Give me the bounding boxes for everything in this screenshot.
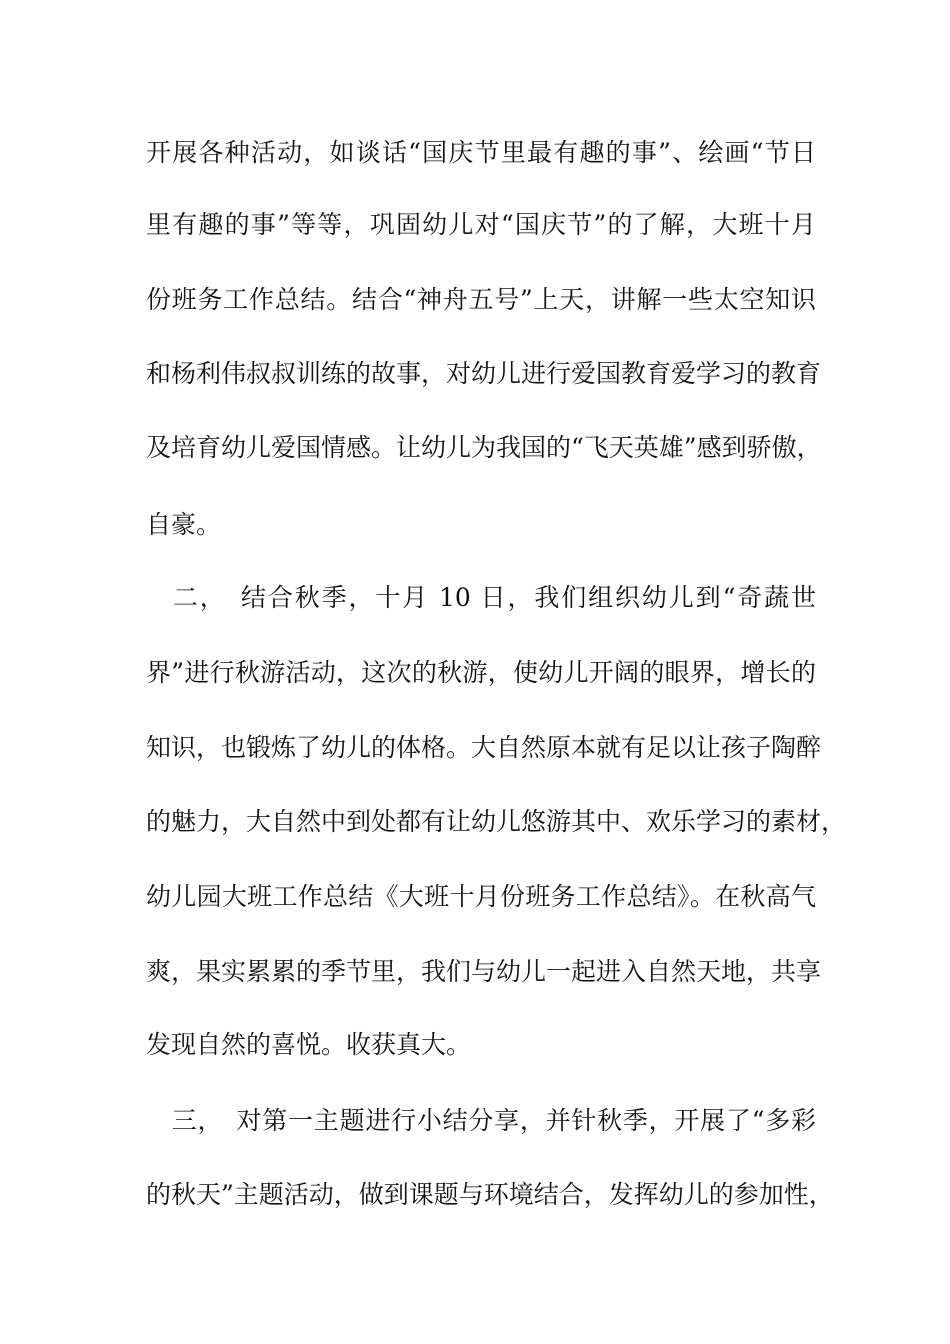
text-line: 爽，果实累累的季节里，我们与幼儿一起进入自然天地，共享 bbox=[146, 957, 822, 986]
text-line: 二， 结合秋季，十月 10 日，我们组织幼儿到“奇蔬世 bbox=[146, 583, 816, 612]
text-line: 自豪。 bbox=[146, 510, 222, 539]
text-line: 及培育幼儿爱国情感。让幼儿为我国的“飞天英雄”感到骄傲， bbox=[146, 433, 822, 462]
text-line: 的魅力，大自然中到处都有让幼儿悠游其中、欢乐学习的素材， bbox=[146, 807, 847, 836]
text-line: 发现自然的喜悦。收获真大。 bbox=[146, 1030, 472, 1059]
text-line: 幼儿园大班工作总结《大班十月份班务工作总结》。在秋高气 bbox=[146, 882, 816, 911]
text-line: 的秋天”主题活动，做到课题与环境结合，发挥幼儿的参加性， bbox=[146, 1180, 834, 1209]
text-line: 开展各种活动，如谈话“国庆节里最有趣的事”、绘画“节日 bbox=[146, 138, 816, 167]
text-line: 界”进行秋游活动，这次的秋游，使幼儿开阔的眼界，增长的 bbox=[146, 658, 816, 687]
text-line: 份班务工作总结。结合“神舟五号”上天，讲解一些太空知识 bbox=[146, 285, 816, 314]
text-line: 知识，也锻炼了幼儿的体格。大自然原本就有足以让孩子陶醉 bbox=[146, 733, 822, 762]
text-line: 里有趣的事”等等，巩固幼儿对“国庆节”的了解，大班十月 bbox=[146, 210, 816, 239]
text-line: 三， 对第一主题进行小结分享，并针秋季，开展了“多彩 bbox=[146, 1106, 816, 1135]
text-line: 和杨利伟叔叔训练的故事，对幼儿进行爱国教育爱学习的教育 bbox=[146, 359, 822, 388]
